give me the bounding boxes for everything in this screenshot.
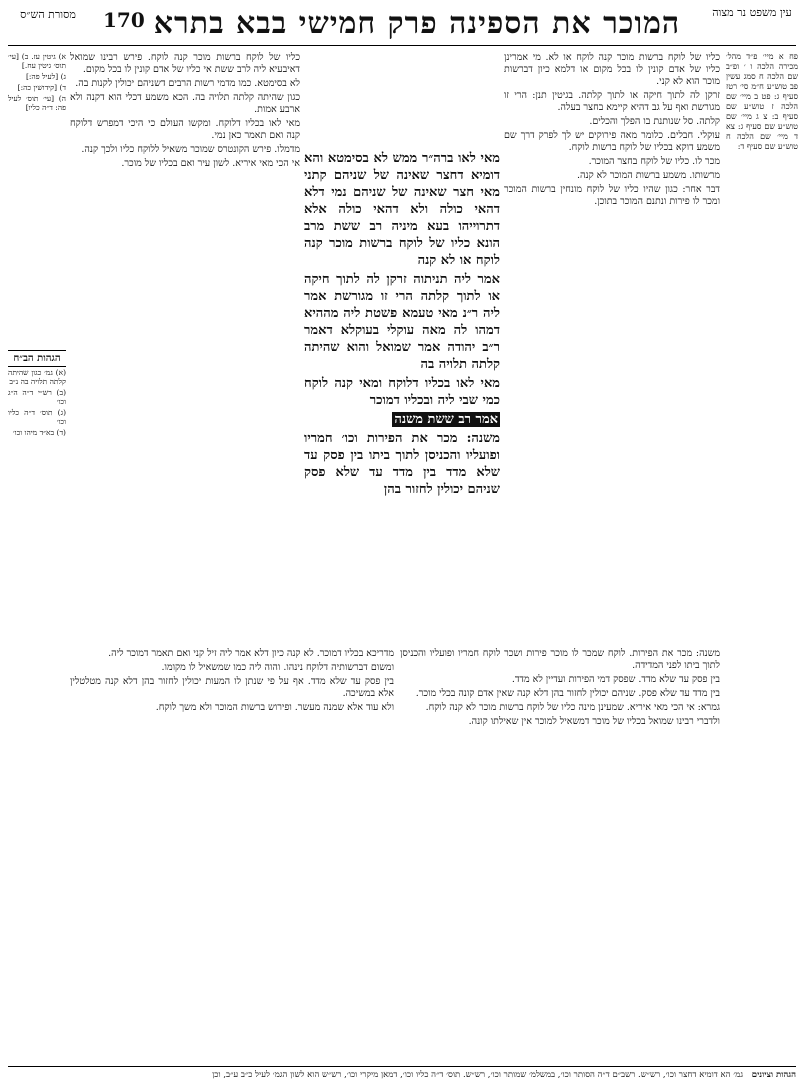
rashi-paragraph: זרקן לה לתוך חיקה או לתוך קלתה. בגיטין תנן: הרי זו מגורשת ואף על גב דהיא קיימא בחצר בעלה. xyxy=(504,90,720,113)
rashi-paragraph: מרשותו. משמע ברשות המוכר לא קנה. xyxy=(577,170,720,181)
lower-rashi-column xyxy=(400,648,720,1068)
rashi-paragraph: מכר לו. כליו של לוקח בחצר המוכר. xyxy=(588,156,720,167)
lower-tosafot-column xyxy=(70,648,394,1058)
tosafot-paragraph: כליו של לוקח ברשות מוכר קנה לוקח. פירש רבינו שמואל דאיבעיא ליה לרב ששת אי כליו של אדם קונין לו בכל מקום. xyxy=(70,52,300,75)
hagahot-item: (ג) תוס׳ ד״ה כליו וכו׳ xyxy=(8,408,66,426)
tosafot-paragraph: אי הכי מאי איריא. לשון עיר ואם בכליו של מוכר. xyxy=(121,158,300,169)
page-footer xyxy=(8,1070,796,1088)
gemara-paragraph: מאי לאו ברה״ר ממש לא בסימטא והא דומיא דחצר שאינה של שניהם קתני מאי חצר שאינה של שניהם נמי דלא דהאי כולה ולא דהאי כולה אלא דתרוייהו בעא מיניה רב ששת מרב הונא כליו של לוקח ברשות מוכר קנה לוקח או לא קנה xyxy=(304,151,500,268)
hagahot-item: (א) גמ׳ כגון שהיתה קלתה תלויה בה נ״ב xyxy=(8,368,66,386)
tosafot-paragraph: לא בסימטא. כמו מדמי רשות הרבים דשניהם יכולין לקנות בה. xyxy=(75,78,300,89)
hagahot-title: הגהות הב״ח xyxy=(8,350,66,367)
tosafot-paragraph: מדמלו. פירש הקונטרס שמוכר משאיל ללוקח כליו ולכך קנה. xyxy=(81,144,300,155)
rashi-paragraph: בין מדד עד שלא פסק. שניהם יכולין לחזור בהן דלא קנה שאין אדם קונה בכלי מוכר. xyxy=(415,688,720,699)
tosafot-paragraph: ומשום דברשותיה דלוקח נינהו. והוה ליה כמו שמשאיל לו מקומו. xyxy=(161,662,394,673)
rashi-paragraph: גמרא: אי הכי מאי איריא. שמעינן מינה כליו של לוקח ברשות מוכר לא קנה לוקח. xyxy=(425,702,720,713)
tosafot-column xyxy=(70,52,300,640)
tosafot-paragraph: כגון שהיתה קלתה תלויה בה. הכא משמע דכלי הוא דקנה ולא ארבע אמות. xyxy=(70,92,300,115)
ein-mishpat-label: עין משפט נר מצוה xyxy=(712,6,792,19)
rashi-paragraph: ולדברי רבינו שמואל בכליו של מוכר דמשאיל למוכר אין שאילתו קונה. xyxy=(468,716,720,727)
gemara-text xyxy=(304,150,500,640)
rashi-paragraph: עוקלי. חבלים. כלומר מאה פירוקים יש לך לפרק דרך שם משמע דוקא בכליו של לוקח ברשות לוקח. xyxy=(504,130,720,153)
ein-mishpat-column: פח א מיי׳ פ״ד מהל׳ מכירה הלכה ו ׳ ופ״ב שם הלכה ח סמג עשין פב טוש״ע ח״מ סי׳ רטז סעיף ג: פט ב מיי׳ שם הלכה ז טוש״ע שם סעיף ב: צ ג מיי׳ שם טוש״ע שם סעיף ג: צא ד מיי׳ שם הלכה ח טוש״ע שם סעיף ד: xyxy=(726,52,798,151)
page-header xyxy=(8,4,796,46)
footer-label: הגהות וציונים xyxy=(751,1070,796,1080)
rashi-paragraph: בין פסק עד שלא מדד. שפסק דמי הפירות ועדיין לא מדד. xyxy=(511,674,720,685)
rashi-paragraph: קלתה. סל שנותנת בו הפלך והכלים. xyxy=(589,116,720,127)
rashi-column xyxy=(504,52,720,642)
gemara-highlight: אמר רב ששת משנה xyxy=(394,412,498,427)
gemara-paragraph: אמר ליה תניתוה זרקן לה לתוך חיקה או לתוך קלתה הרי זו מגורשת אמר ליה ר״נ מאי טעמא פשטת ליה מההיא דמהו לה מאה עוקלי בעוקלא דאמר ר״ב יהודה אמר שמואל והוא שהיתה קלתה תלויה בה xyxy=(304,272,500,372)
hagahot-item: (ב) רש״י ד״ה ה״ג וכו׳ xyxy=(8,388,66,406)
hagahot-column xyxy=(8,368,66,478)
tosafot-paragraph: מדריכא בכליו דמוכר. לא קנה כיון דלא אמר ליה זיל קני ואם תאמר דמוכר ליה. xyxy=(108,648,394,659)
gemara-paragraph: מאי לאו בכליו דלוקח ומאי קנה לוקח כמי שבי ליה ובכליו דמוכר xyxy=(304,376,500,408)
footer-divider xyxy=(8,1066,796,1067)
mesorat-item: א) גיטין עז. ב) [עי׳ תוס׳ גיטין עח.] xyxy=(8,52,66,70)
rashi-paragraph: דבר אחר: כגון שהיו כליו של לוקח מונחין ברשות המוכר ומכר לו פירות ונתנם המוכר בתוכן. xyxy=(504,184,720,207)
mesorat-label: מסורת הש״ס xyxy=(20,8,76,21)
tosafot-paragraph: מאי לאו בכליו דלוקח. ומקשו העולם כי היכי דמפרש דלוקח קנה ואם תאמר כאן נמי. xyxy=(70,118,300,141)
mesorat-item: ה) [עי׳ תוס׳ לעיל פה: ד״ה כליו] xyxy=(8,94,66,112)
rashi-paragraph: משנה: מכר את הפירות. לוקח שמכר לו מוכר פירות ושכר לוקח חמריו ופועליו והכניסן לתוך ביתו לפני המדידה. xyxy=(400,648,720,671)
rashi-paragraph: כליו של לוקח ברשות מוכר קנה לוקח או לא. מי אמרינן כליו של אדם קונין לו בכל מקום או דלמא כיון דברשות מוכר הוא לא קני. xyxy=(504,52,720,87)
gemara-paragraph: משנה: מכר את הפירות וכו׳ חמריו ופועליו והכניסן לתוך ביתו בין פסק עד שלא מדד בין מדד עד שלא פסק שניהם יכולין לחזור בהן xyxy=(304,431,500,497)
mesorat-hashas-column xyxy=(8,52,66,342)
hagahot-item: (ד) בא״ד מיהו וכו׳ xyxy=(12,428,66,437)
mesorat-item: ג) [לעיל פה:] xyxy=(25,72,66,81)
tosafot-paragraph: ולא עוד אלא שמנה מעשר. ופירוש ברשות המוכר ולא משך לוקח. xyxy=(155,702,394,713)
page-title: המוכר את הספינה פרק חמישי בבא בתרא xyxy=(153,6,681,41)
page-number: 170 xyxy=(103,8,145,32)
mesorat-item: ד) [קידושין כה:] xyxy=(17,83,66,92)
footer-text: גמ׳ הא דומיא דחצר וכו׳, רש״ש. רשב״ם ד״ה הסותר וכו׳, במשלמ׳ שמותר וכו׳, רש״ש. תוס׳ ד״ה כליו וכו׳, דמאן מיקרי וכו׳, רש״ש הוא לשון הגמ׳ לעיל כ״ב ע״ב, וכן xyxy=(212,1070,744,1080)
tosafot-paragraph: בין פסק עד שלא מדד. אף על פי שנתן לו המעות יכולין לחזור בהן דלא קנה מטלטלין אלא במשיכה. xyxy=(70,676,394,699)
header-divider xyxy=(8,45,796,46)
